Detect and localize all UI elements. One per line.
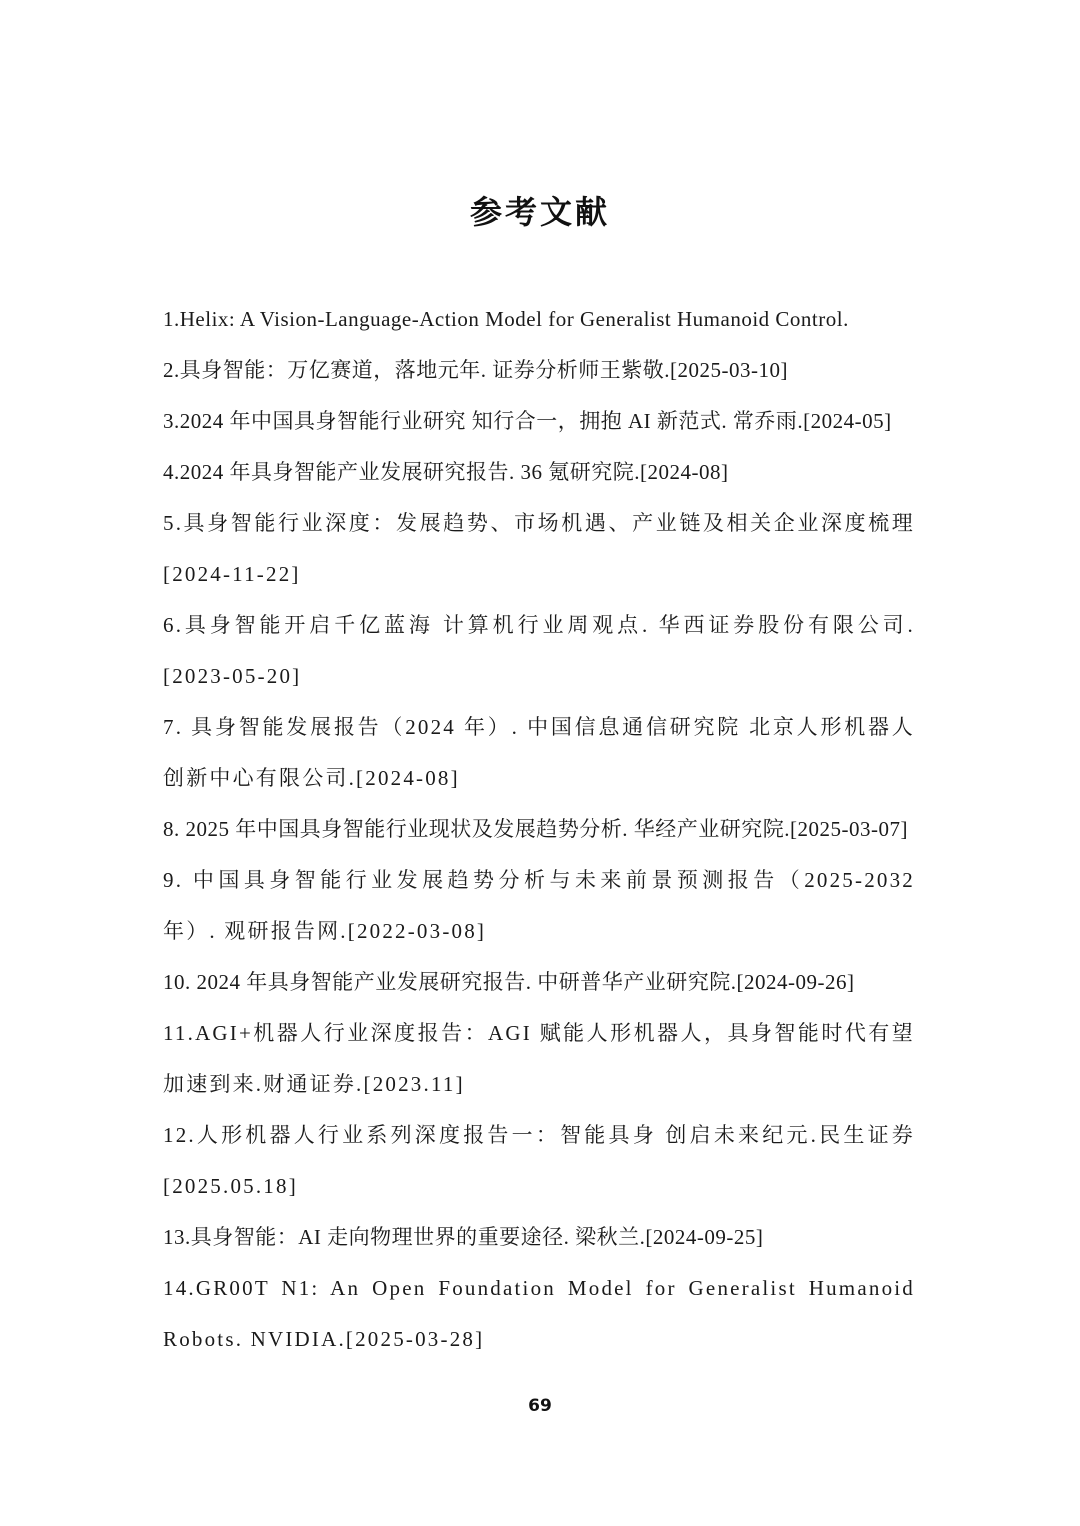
reference-item-4: 4.2024 年具身智能产业发展研究报告. 36 氪研究院.[2024-08] (163, 460, 729, 484)
reference-item-13: 13.具身智能：AI 走向物理世界的重要途径. 梁秋兰.[2024-09-25] (163, 1225, 764, 1249)
reference-item-11: 11.AGI+机器人行业深度报告：AGI 赋能人形机器人，具身智能时代有望加速到来.财通证券.[2023.11] (163, 1021, 915, 1096)
reference-item-2: 2.具身智能：万亿赛道，落地元年. 证券分析师王紫敬.[2025-03-10] (163, 358, 788, 382)
reference-item-12: 12.人形机器人行业系列深度报告一：智能具身 创启未来纪元.民生证券[2025.05.18] (163, 1123, 915, 1198)
reference-item-3: 3.2024 年中国具身智能行业研究 知行合一，拥抱 AI 新范式. 常乔雨.[2024-05] (163, 409, 892, 433)
reference-item-8: 8. 2025 年中国具身智能行业现状及发展趋势分析. 华经产业研究院.[2025-03-07] (163, 817, 908, 841)
reference-item-14: 14.GR00T N1: An Open Foundation Model for Generalist Humanoid Robots. NVIDIA.[2025-03-28] (163, 1276, 915, 1351)
reference-item-5: 5.具身智能行业深度：发展趋势、市场机遇、产业链及相关企业深度梳理[2024-11-22] (163, 511, 915, 586)
page-number: 69 (528, 1396, 552, 1416)
reference-item-1: 1.Helix: A Vision-Language-Action Model for Generalist Humanoid Control. (163, 307, 849, 331)
reference-item-9: 9. 中国具身智能行业发展趋势分析与未来前景预测报告（2025-2032 年）. 观研报告网.[2022-03-08] (163, 868, 915, 943)
reference-item-10: 10. 2024 年具身智能产业发展研究报告. 中研普华产业研究院.[2024-09-26] (163, 970, 855, 994)
page-title: 参考文献 (469, 193, 610, 231)
reference-item-7: 7. 具身智能发展报告（2024 年）. 中国信息通信研究院 北京人形机器人创新中心有限公司.[2024-08] (163, 715, 915, 790)
reference-item-6: 6.具身智能开启千亿蓝海 计算机行业周观点. 华西证券股份有限公司.[2023-05-20] (163, 613, 915, 688)
reference-list (163, 294, 915, 1365)
